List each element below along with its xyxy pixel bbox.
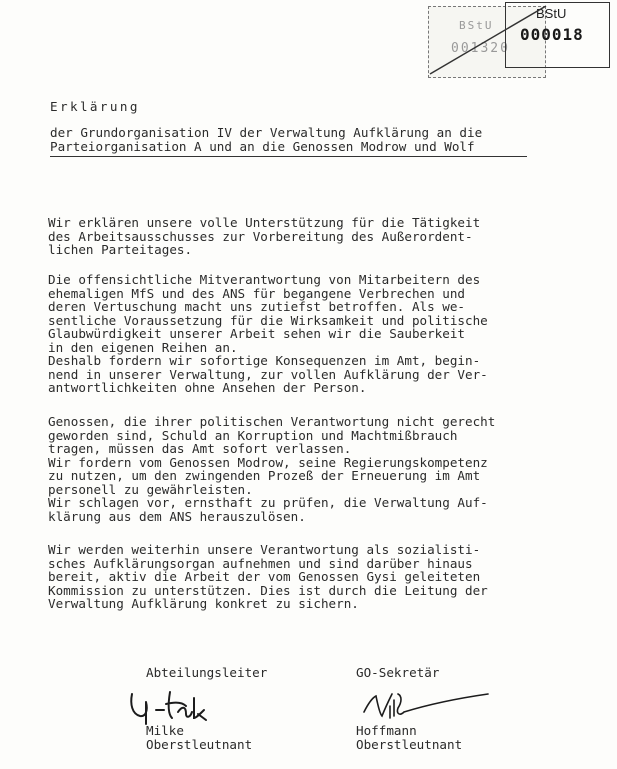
signatory-rank: Oberstleutnant [146,737,253,752]
text-line: zu nutzen, um den zwingenden Prozeß der Erneuerung im Amt [48,468,481,483]
paragraph-demands [48,415,495,523]
paragraph-support [48,216,480,257]
text-line: Wir fordern vom Genossen Modrow, seine Regierungskompetenz [48,454,488,470]
text-line: Genossen, die ihrer politischen Verantwortung nicht gerecht [48,414,496,429]
text-line: Wir werden weiterhin unsere Verantwortung als sozialisti- [48,542,481,557]
text-line: in den eigenen Reihen an. [48,339,238,355]
signature-role-left: Abteilungsleiter [146,665,268,680]
handwritten-signature-left [126,684,216,728]
paragraph-commitment [48,543,488,611]
text-line: lichen Parteitages. [48,242,193,257]
faint-stamp-number: 001320 [451,41,510,56]
text-line: Glaubwürdigkeit unserer Arbeit sehen wir die Sauberkeit [48,326,466,341]
text-line: Die offensichtliche Mitverantwortung von Mitarbeitern des [48,272,481,287]
document-title: Erklärung [50,99,140,114]
subtitle-underline [50,156,527,157]
signatory-rank: Oberstleutnant [356,737,463,752]
subtitle-line: Parteiorganisation A und an die Genossen Modrow und Wolf [50,138,475,154]
text-line: deren Vertuschung macht uns zutiefst betroffen. Als we- [48,299,466,314]
signature-role-right: GO-Sekretär [356,665,440,680]
text-line: geworden sind, Schuld an Korruption und Machtmißbrauch [48,427,458,443]
stamp-strike-line [428,0,617,80]
text-line: des Arbeitsausschusses zur Vorbereitung des Außerordent- [48,228,473,244]
faint-stamp-label: BStU [459,19,494,32]
bstu-stamp-label: BStU [536,6,567,21]
signatory-right [356,724,462,752]
text-line: sentliche Voraussetzung für die Wirksamkeit und politische [48,312,488,328]
text-line: sches Aufklärungsorgan aufnehmen und sind darüber hinaus [48,555,473,571]
text-line: nend in unserer Verwaltung, zur vollen Aufklärung der Ver- [48,366,488,382]
text-line: Verwaltung Aufklärung konkret zu sichern. [48,596,359,611]
text-line: personell zu gewährleisten. [48,481,253,497]
signatory-name: Hoffmann [356,723,417,738]
text-line: Wir schlagen vor, ernsthaft zu prüfen, die Verwaltung Auf- [48,495,488,510]
signatory-name: Milke [146,723,184,738]
paragraph-responsibility [48,273,488,395]
text-line: antwortlichkeiten ohne Ansehen der Person. [48,380,367,395]
text-line: Deshalb fordern wir sofortige Konsequenzen im Amt, begin- [48,353,481,368]
text-line: Kommission zu unterstützen. Dies ist durch die Leitung der [48,582,488,598]
bstu-page-number: 000018 [520,25,584,44]
text-line: ehemaligen MfS und des ANS für begangene Verbrechen und [48,285,466,301]
text-line: bereit, aktiv die Arbeit der vom Genossen Gysi geleiteten [48,569,481,584]
subtitle-line: der Grundorganisation IV der Verwaltung Aufklärung an die [50,125,483,140]
text-line: tragen, müssen das Amt sofort verlassen. [48,441,352,456]
text-line: Wir erklären unsere volle Unterstützung für die Tätigkeit [48,215,481,230]
text-line: klärung aus dem ANS herauszulösen. [48,508,306,524]
signatory-left [146,724,252,752]
handwritten-signature-right [360,686,510,726]
document-subtitle [50,126,482,153]
